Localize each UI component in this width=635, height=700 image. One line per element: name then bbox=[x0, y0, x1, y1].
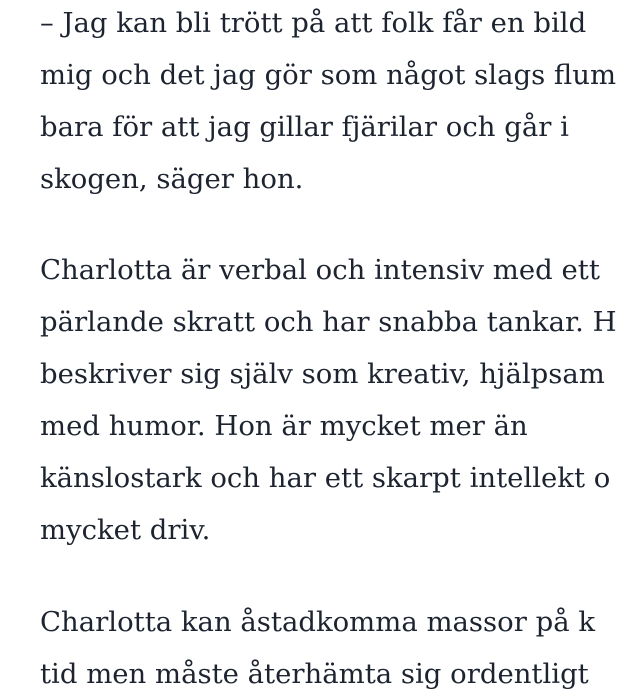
text-line: bara för att jag gillar fjärilar och går i bbox=[40, 111, 569, 143]
text-line: – Jag kan bli trött på att folk får en bild bbox=[40, 7, 587, 39]
text-line: mycket driv. bbox=[40, 514, 211, 546]
text-line: pärlande skratt och har snabba tankar. H bbox=[40, 306, 617, 338]
text-line: Charlotta är verbal och intensiv med ett bbox=[40, 254, 600, 286]
paragraph-continuation bbox=[40, 596, 595, 700]
text-line: med humor. Hon är mycket mer än bbox=[40, 410, 528, 442]
text-line: känslostark och har ett skarpt intellekt o bbox=[40, 462, 611, 494]
text-line: tid men måste återhämta sig ordentligt bbox=[40, 658, 589, 690]
paragraph-quote bbox=[40, 0, 616, 205]
paragraph-description bbox=[40, 244, 617, 556]
text-line: Charlotta kan åstadkomma massor på k bbox=[40, 606, 596, 638]
text-line: beskriver sig själv som kreativ, hjälpsam bbox=[40, 358, 605, 390]
text-line: skogen, säger hon. bbox=[40, 163, 304, 195]
text-line: mig och det jag gör som något slags flum bbox=[40, 59, 617, 91]
